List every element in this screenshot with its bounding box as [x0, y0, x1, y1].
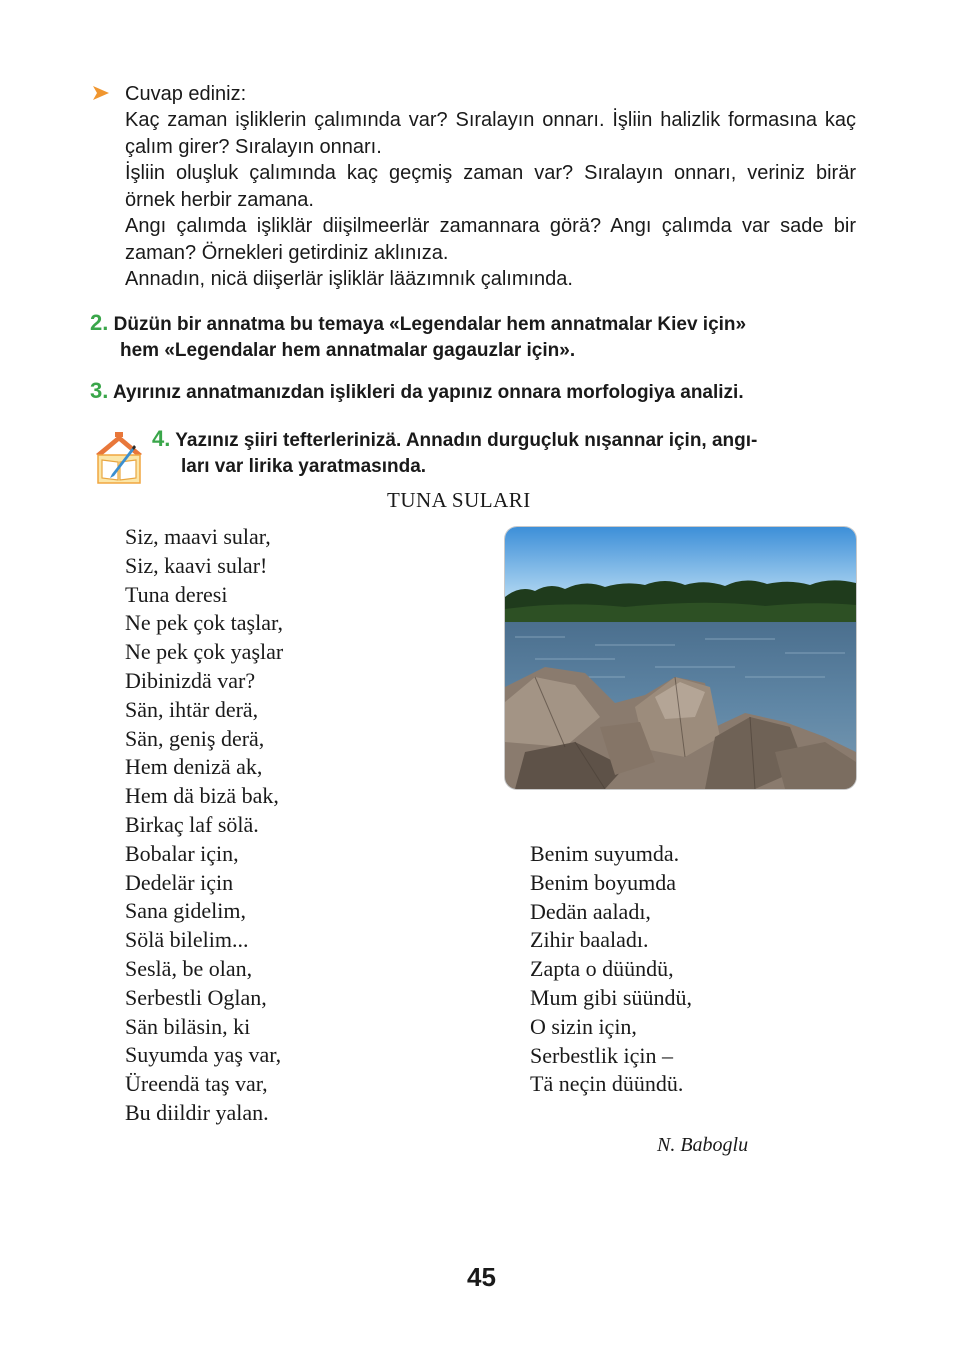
poem-line: Zapta o düündü,: [530, 956, 674, 982]
poem-line: O sizin için,: [530, 1013, 637, 1039]
poem-line: Sän, geniş derä,: [125, 725, 265, 751]
question-paragraph: Angı çalımda işliklär diişilmeerlär zamannara görä? Angı çalımda var sade bir zaman? Örnekleri getirdiniz aklınıza.: [125, 215, 856, 264]
poem-line: Zihir baaladı.: [530, 927, 649, 953]
task-3: [90, 378, 870, 406]
question-paragraph: Kaç zaman işliklerin çalımında var? Sıralayın onnarı. İşliin halizlik formasına kaç çalım girer? Sıralayın onnarı.: [125, 109, 856, 158]
poem-line: Birkaç laf sölä.: [125, 811, 259, 837]
poem-author: N. Baboglu: [657, 1134, 749, 1156]
poem-line: Dibinizdä var?: [125, 667, 256, 693]
task-text: ları var lirika yaratmasında.: [181, 456, 427, 477]
poem-line: Bobalar için,: [125, 840, 239, 866]
poem-line: Hem dä bizä bak,: [125, 783, 279, 809]
question-paragraph: Annadın, nicä diişerlär işliklär lääzımnık çalımında.: [125, 268, 573, 290]
exercise-heading: Cuvap ediniz:: [125, 83, 247, 105]
task-text: Düzün bir annatma bu temaya «Legendalar hem annatmalar Kiev için»: [113, 314, 747, 335]
poem-line: Hem denizä ak,: [125, 754, 263, 780]
poem-line: Sän, ihtär derä,: [125, 696, 259, 722]
poem-line: Tuna deresi: [125, 581, 228, 607]
poem-line: Sana gidelim,: [125, 898, 246, 924]
task-number: 2.: [90, 310, 109, 335]
poem-title: TUNA SULARI: [387, 488, 531, 512]
poem-line: Tä neçin düündü.: [530, 1071, 684, 1097]
task-2: [90, 310, 870, 364]
poem-line: Seslä, be olan,: [125, 955, 253, 981]
poem-line: Siz, kaavi sular!: [125, 552, 268, 578]
writing-house-icon: [92, 430, 146, 486]
poem-line: Ne pek çok yaşlar: [125, 639, 284, 665]
question-paragraph: İşliin oluşluk çalımında kaç geçmiş zaman var? Sıralayın onnarı, veriniz birär örnek herbir zamana.: [125, 162, 856, 211]
arrowhead-bullet-icon: [92, 84, 110, 102]
task-number: 3.: [90, 378, 109, 403]
poem-line: Siz, maavi sular,: [125, 524, 271, 549]
task-text: Yazınız şiiri tefterlerinizä. Annadın durguçluk nışannar için, angı-: [175, 430, 758, 451]
poem-line: Mum gibi süündü,: [530, 984, 692, 1010]
poem-line: Suyumda yaş var,: [125, 1042, 282, 1068]
poem-right-column: [530, 840, 692, 1099]
task-text: Ayırınız annatmanızdan işlikleri da yapınız onnara morfologiya analizi.: [112, 382, 744, 403]
task-number: 4.: [152, 426, 171, 451]
poem-line: Benim suyumda.: [530, 841, 680, 866]
poem-line: Bu diildir yalan.: [125, 1099, 269, 1125]
poem-line: Serbestli Oglan,: [125, 984, 267, 1010]
poem-line: Sölä bilelim...: [125, 927, 249, 953]
poem-left-column: [125, 523, 283, 1128]
poem-line: Üreendä taş var,: [125, 1071, 268, 1097]
poem-line: Serbestlik için –: [530, 1042, 673, 1068]
poem-line: Sän biläsin, ki: [125, 1013, 251, 1039]
poem-line: Ne pek çok taşlar,: [125, 610, 283, 636]
task-text: hem «Legendalar hem annatmalar gagauzlar için».: [120, 340, 576, 361]
task-4: [152, 426, 862, 480]
poem-line: Dedän aaladı,: [530, 898, 651, 924]
page-number: 45: [467, 1262, 496, 1292]
river-photo: [505, 527, 856, 789]
poem-line: Dedelär için: [125, 869, 234, 895]
poem-line: Benim boyumda: [530, 869, 677, 895]
